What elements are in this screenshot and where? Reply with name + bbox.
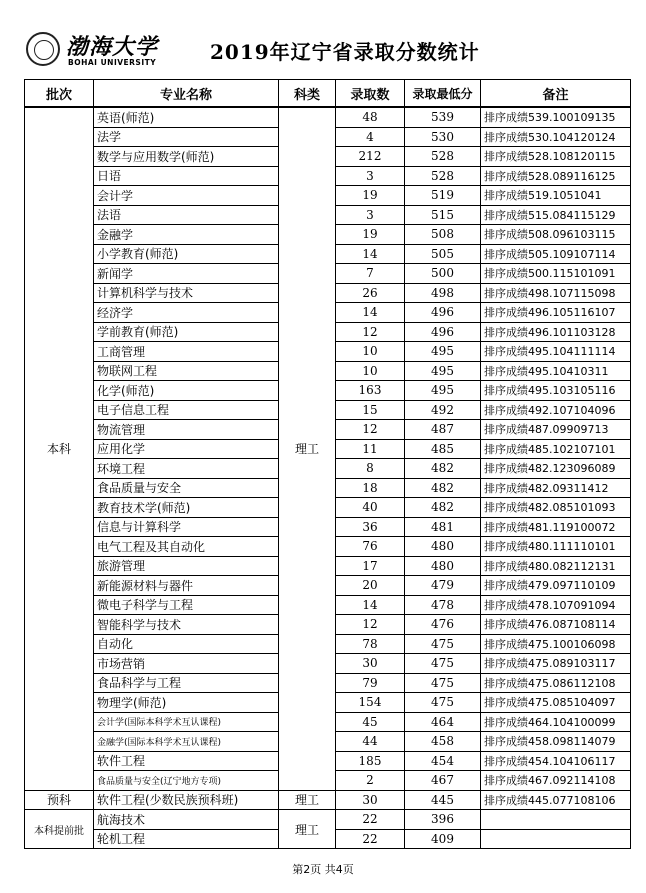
min-score-cell: 500 bbox=[405, 264, 481, 284]
table-body bbox=[25, 107, 631, 849]
count-cell: 14 bbox=[336, 595, 405, 615]
major-cell: 法语 bbox=[94, 205, 279, 225]
count-cell: 26 bbox=[336, 283, 405, 303]
note-cell: 排序成绩445.077108106 bbox=[481, 790, 631, 810]
major-cell: 英语(师范) bbox=[94, 107, 279, 127]
min-score-cell: 496 bbox=[405, 303, 481, 323]
min-score-cell: 475 bbox=[405, 634, 481, 654]
major-cell: 电子信息工程 bbox=[94, 400, 279, 420]
note-cell: 排序成绩495.104111114 bbox=[481, 342, 631, 362]
count-cell: 12 bbox=[336, 420, 405, 440]
major-cell: 新闻学 bbox=[94, 264, 279, 284]
batch-cell: 本科提前批 bbox=[25, 810, 94, 849]
min-score-cell: 480 bbox=[405, 537, 481, 557]
min-score-cell: 539 bbox=[405, 107, 481, 127]
count-cell: 36 bbox=[336, 517, 405, 537]
major-cell: 金融学(国际本科学术互认课程) bbox=[94, 732, 279, 752]
min-score-cell: 528 bbox=[405, 166, 481, 186]
major-cell: 食品科学与工程 bbox=[94, 673, 279, 693]
count-cell: 76 bbox=[336, 537, 405, 557]
count-cell: 212 bbox=[336, 147, 405, 167]
count-cell: 22 bbox=[336, 829, 405, 849]
min-score-cell: 475 bbox=[405, 693, 481, 713]
major-cell: 经济学 bbox=[94, 303, 279, 323]
major-cell: 轮机工程 bbox=[94, 829, 279, 849]
note-cell: 排序成绩505.109107114 bbox=[481, 244, 631, 264]
note-cell: 排序成绩476.087108114 bbox=[481, 615, 631, 635]
min-score-cell: 482 bbox=[405, 459, 481, 479]
count-cell: 22 bbox=[336, 810, 405, 830]
header-major: 专业名称 bbox=[94, 80, 279, 108]
count-cell: 14 bbox=[336, 303, 405, 323]
batch-cell: 本科 bbox=[25, 107, 94, 790]
note-cell: 排序成绩528.108120115 bbox=[481, 147, 631, 167]
note-cell: 排序成绩495.103105116 bbox=[481, 381, 631, 401]
note-cell: 排序成绩454.104106117 bbox=[481, 751, 631, 771]
university-seal-icon bbox=[26, 32, 60, 66]
university-logo bbox=[26, 30, 176, 72]
major-cell: 工商管理 bbox=[94, 342, 279, 362]
major-cell: 物理学(师范) bbox=[94, 693, 279, 713]
count-cell: 19 bbox=[336, 186, 405, 206]
note-cell: 排序成绩482.09311412 bbox=[481, 478, 631, 498]
major-cell: 信息与计算科学 bbox=[94, 517, 279, 537]
count-cell: 78 bbox=[336, 634, 405, 654]
min-score-cell: 454 bbox=[405, 751, 481, 771]
major-cell: 金融学 bbox=[94, 225, 279, 245]
note-cell: 排序成绩508.096103115 bbox=[481, 225, 631, 245]
min-score-cell: 479 bbox=[405, 576, 481, 596]
batch-cell: 预科 bbox=[25, 790, 94, 810]
min-score-cell: 495 bbox=[405, 381, 481, 401]
min-score-cell: 475 bbox=[405, 673, 481, 693]
major-cell: 小学教育(师范) bbox=[94, 244, 279, 264]
major-cell: 环境工程 bbox=[94, 459, 279, 479]
table-row bbox=[25, 790, 631, 810]
count-cell: 7 bbox=[336, 264, 405, 284]
major-cell: 应用化学 bbox=[94, 439, 279, 459]
min-score-cell: 508 bbox=[405, 225, 481, 245]
major-cell: 会计学 bbox=[94, 186, 279, 206]
count-cell: 48 bbox=[336, 107, 405, 127]
major-cell: 自动化 bbox=[94, 634, 279, 654]
count-cell: 8 bbox=[336, 459, 405, 479]
count-cell: 3 bbox=[336, 166, 405, 186]
logo-name-cn: 渤海大学 bbox=[66, 34, 159, 60]
major-cell: 物流管理 bbox=[94, 420, 279, 440]
count-cell: 17 bbox=[336, 556, 405, 576]
major-cell: 会计学(国际本科学术互认课程) bbox=[94, 712, 279, 732]
note-cell: 排序成绩482.123096089 bbox=[481, 459, 631, 479]
note-cell: 排序成绩498.107115098 bbox=[481, 283, 631, 303]
note-cell: 排序成绩464.104100099 bbox=[481, 712, 631, 732]
page-title: 2019年辽宁省录取分数统计 bbox=[210, 40, 480, 64]
category-cell: 理工 bbox=[279, 107, 336, 790]
count-cell: 20 bbox=[336, 576, 405, 596]
count-cell: 44 bbox=[336, 732, 405, 752]
note-cell: 排序成绩478.107091094 bbox=[481, 595, 631, 615]
min-score-cell: 528 bbox=[405, 147, 481, 167]
major-cell: 数学与应用数学(师范) bbox=[94, 147, 279, 167]
category-cell: 理工 bbox=[279, 810, 336, 849]
note-cell: 排序成绩487.09909713 bbox=[481, 420, 631, 440]
count-cell: 40 bbox=[336, 498, 405, 518]
major-cell: 智能科学与技术 bbox=[94, 615, 279, 635]
major-cell: 市场营销 bbox=[94, 654, 279, 674]
min-score-cell: 515 bbox=[405, 205, 481, 225]
min-score-cell: 409 bbox=[405, 829, 481, 849]
min-score-cell: 495 bbox=[405, 342, 481, 362]
major-cell: 食品质量与安全(辽宁地方专项) bbox=[94, 771, 279, 791]
major-cell: 新能源材料与器件 bbox=[94, 576, 279, 596]
note-cell bbox=[481, 810, 631, 830]
min-score-cell: 530 bbox=[405, 127, 481, 147]
note-cell: 排序成绩539.100109135 bbox=[481, 107, 631, 127]
min-score-cell: 396 bbox=[405, 810, 481, 830]
note-cell: 排序成绩496.101103128 bbox=[481, 322, 631, 342]
major-cell: 食品质量与安全 bbox=[94, 478, 279, 498]
note-cell: 排序成绩496.105116107 bbox=[481, 303, 631, 323]
min-score-cell: 496 bbox=[405, 322, 481, 342]
note-cell bbox=[481, 829, 631, 849]
note-cell: 排序成绩528.089116125 bbox=[481, 166, 631, 186]
major-cell: 日语 bbox=[94, 166, 279, 186]
header-batch: 批次 bbox=[25, 80, 94, 108]
note-cell: 排序成绩475.100106098 bbox=[481, 634, 631, 654]
count-cell: 185 bbox=[336, 751, 405, 771]
header-min-score: 录取最低分 bbox=[405, 80, 481, 108]
table-row bbox=[25, 810, 631, 830]
min-score-cell: 480 bbox=[405, 556, 481, 576]
count-cell: 2 bbox=[336, 771, 405, 791]
note-cell: 排序成绩475.086112108 bbox=[481, 673, 631, 693]
note-cell: 排序成绩482.085101093 bbox=[481, 498, 631, 518]
min-score-cell: 487 bbox=[405, 420, 481, 440]
count-cell: 10 bbox=[336, 361, 405, 381]
min-score-cell: 519 bbox=[405, 186, 481, 206]
major-cell: 学前教育(师范) bbox=[94, 322, 279, 342]
min-score-cell: 478 bbox=[405, 595, 481, 615]
count-cell: 154 bbox=[336, 693, 405, 713]
count-cell: 30 bbox=[336, 654, 405, 674]
note-cell: 排序成绩475.085104097 bbox=[481, 693, 631, 713]
table-header-row bbox=[25, 80, 631, 108]
count-cell: 12 bbox=[336, 322, 405, 342]
min-score-cell: 476 bbox=[405, 615, 481, 635]
major-cell: 教育技术学(师范) bbox=[94, 498, 279, 518]
note-cell: 排序成绩495.10410311 bbox=[481, 361, 631, 381]
note-cell: 排序成绩480.082112131 bbox=[481, 556, 631, 576]
min-score-cell: 467 bbox=[405, 771, 481, 791]
min-score-cell: 445 bbox=[405, 790, 481, 810]
note-cell: 排序成绩481.119100072 bbox=[481, 517, 631, 537]
count-cell: 12 bbox=[336, 615, 405, 635]
count-cell: 3 bbox=[336, 205, 405, 225]
major-cell: 软件工程(少数民族预科班) bbox=[94, 790, 279, 810]
major-cell: 化学(师范) bbox=[94, 381, 279, 401]
admission-score-table bbox=[24, 79, 631, 849]
major-cell: 计算机科学与技术 bbox=[94, 283, 279, 303]
min-score-cell: 475 bbox=[405, 654, 481, 674]
page-footer: 第2页 共4页 bbox=[292, 863, 354, 876]
count-cell: 163 bbox=[336, 381, 405, 401]
note-cell: 排序成绩519.1051041 bbox=[481, 186, 631, 206]
major-cell: 软件工程 bbox=[94, 751, 279, 771]
note-cell: 排序成绩530.104120124 bbox=[481, 127, 631, 147]
min-score-cell: 482 bbox=[405, 498, 481, 518]
note-cell: 排序成绩458.098114079 bbox=[481, 732, 631, 752]
count-cell: 10 bbox=[336, 342, 405, 362]
count-cell: 19 bbox=[336, 225, 405, 245]
note-cell: 排序成绩467.092114108 bbox=[481, 771, 631, 791]
min-score-cell: 492 bbox=[405, 400, 481, 420]
count-cell: 79 bbox=[336, 673, 405, 693]
table-row bbox=[25, 107, 631, 127]
logo-name-en: BOHAI UNIVERSITY bbox=[68, 58, 157, 67]
major-cell: 法学 bbox=[94, 127, 279, 147]
note-cell: 排序成绩492.107104096 bbox=[481, 400, 631, 420]
note-cell: 排序成绩479.097110109 bbox=[481, 576, 631, 596]
count-cell: 11 bbox=[336, 439, 405, 459]
note-cell: 排序成绩480.111110101 bbox=[481, 537, 631, 557]
note-cell: 排序成绩515.084115129 bbox=[481, 205, 631, 225]
count-cell: 30 bbox=[336, 790, 405, 810]
header-category: 科类 bbox=[279, 80, 336, 108]
min-score-cell: 482 bbox=[405, 478, 481, 498]
header-note: 备注 bbox=[481, 80, 631, 108]
min-score-cell: 498 bbox=[405, 283, 481, 303]
count-cell: 45 bbox=[336, 712, 405, 732]
count-cell: 15 bbox=[336, 400, 405, 420]
note-cell: 排序成绩500.115101091 bbox=[481, 264, 631, 284]
min-score-cell: 495 bbox=[405, 361, 481, 381]
major-cell: 航海技术 bbox=[94, 810, 279, 830]
count-cell: 14 bbox=[336, 244, 405, 264]
header-count: 录取数 bbox=[336, 80, 405, 108]
major-cell: 旅游管理 bbox=[94, 556, 279, 576]
min-score-cell: 481 bbox=[405, 517, 481, 537]
major-cell: 物联网工程 bbox=[94, 361, 279, 381]
min-score-cell: 464 bbox=[405, 712, 481, 732]
note-cell: 排序成绩475.089103117 bbox=[481, 654, 631, 674]
note-cell: 排序成绩485.102107101 bbox=[481, 439, 631, 459]
category-cell: 理工 bbox=[279, 790, 336, 810]
min-score-cell: 485 bbox=[405, 439, 481, 459]
major-cell: 微电子科学与工程 bbox=[94, 595, 279, 615]
count-cell: 4 bbox=[336, 127, 405, 147]
count-cell: 18 bbox=[336, 478, 405, 498]
min-score-cell: 505 bbox=[405, 244, 481, 264]
min-score-cell: 458 bbox=[405, 732, 481, 752]
major-cell: 电气工程及其自动化 bbox=[94, 537, 279, 557]
